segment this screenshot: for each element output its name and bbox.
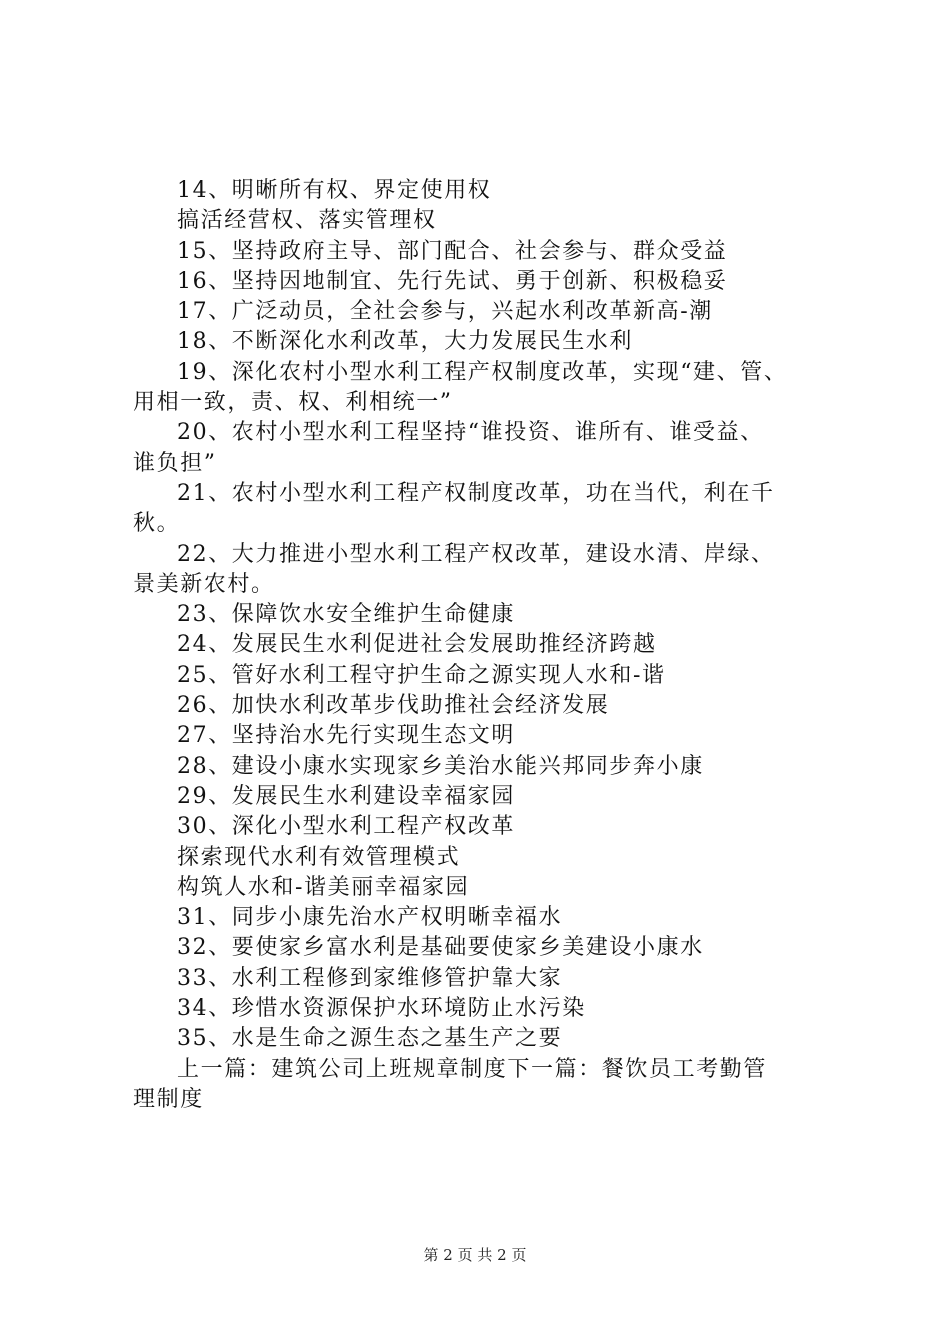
- text-line: 34、珍惜水资源保护水环境防止水污染: [177, 996, 586, 1022]
- prev-next-nav-link[interactable]: 上一篇：建筑公司上班规章制度下一篇：餐饮员工考勤管: [177, 1056, 768, 1082]
- text-line: 29、发展民生水利建设幸福家园: [177, 783, 515, 809]
- text-line: 28、建设小康水实现家乡美治水能兴邦同步奔小康: [177, 753, 704, 779]
- text-line: 景美新农村。: [133, 571, 275, 597]
- text-line: 搞活经营权、落实管理权: [177, 208, 437, 234]
- text-line: 18、不断深化水利改革，大力发展民生水利: [177, 329, 633, 355]
- text-line: 35、水是生命之源生态之基生产之要: [177, 1026, 563, 1052]
- text-line: 25、管好水利工程守护生命之源实现人水和-谐: [177, 662, 666, 688]
- text-line: 探索现代水利有效管理模式: [177, 844, 461, 870]
- text-line: 30、深化小型水利工程产权改革: [177, 814, 515, 840]
- text-line: 33、水利工程修到家维修管护靠大家: [177, 965, 563, 991]
- text-line: 19、深化农村小型水利工程产权制度改革，实现“建、管、: [177, 359, 788, 385]
- text-line: 27、坚持治水先行实现生态文明: [177, 723, 515, 749]
- text-line: 15、坚持政府主导、部门配合、社会参与、群众受益: [177, 238, 728, 264]
- text-line: 14、明晰所有权、界定使用权: [177, 178, 492, 203]
- text-line: 23、保障饮水安全维护生命健康: [177, 602, 515, 628]
- text-line: 22、大力推进小型水利工程产权改革，建设水清、岸绿、: [177, 541, 775, 567]
- text-line: 秋。: [133, 511, 181, 537]
- text-line: 31、同步小康先治水产权明晰幸福水: [177, 905, 563, 931]
- text-line: 构筑人水和-谐美丽幸福家园: [177, 874, 470, 900]
- prev-next-nav-link-continued[interactable]: 理制度: [133, 1086, 204, 1112]
- text-line: 用相一致，责、权、利相统一”: [133, 390, 453, 416]
- document-body: [133, 176, 833, 1115]
- page-number-footer: 第 2 页 共 2 页: [423, 1246, 527, 1264]
- text-line: 26、加快水利改革步伐助推社会经济发展: [177, 693, 610, 719]
- text-line: 24、发展民生水利促进社会发展助推经济跨越: [177, 632, 657, 658]
- text-line: 21、农村小型水利工程产权制度改革，功在当代，利在千: [177, 480, 775, 506]
- text-line: 32、要使家乡富水利是基础要使家乡美建设小康水: [177, 935, 704, 961]
- text-line: 谁负担”: [133, 450, 217, 476]
- text-line: 20、农村小型水利工程坚持“谁投资、谁所有、谁受益、: [177, 420, 764, 446]
- text-line: 17、广泛动员，全社会参与，兴起水利改革新高-潮: [177, 299, 713, 325]
- text-line: 16、坚持因地制宜、先行先试、勇于创新、积极稳妥: [177, 268, 728, 294]
